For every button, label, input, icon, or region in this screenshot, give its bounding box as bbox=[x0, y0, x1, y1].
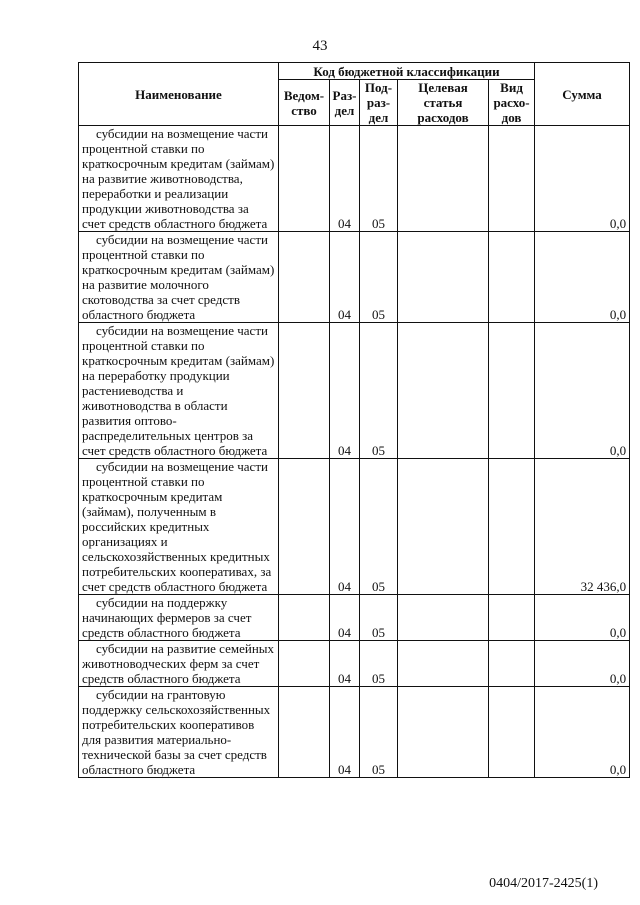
table-row bbox=[79, 641, 630, 687]
cell-celevaya-statya bbox=[398, 126, 489, 232]
cell-name bbox=[79, 232, 279, 323]
table-row bbox=[79, 687, 630, 778]
table-row bbox=[79, 323, 630, 459]
header-celevaya-statya: Целевая статья расходов bbox=[398, 80, 489, 126]
cell-podrazdel: 05 bbox=[360, 126, 398, 232]
table-row bbox=[79, 126, 630, 232]
row-name-text: субсидии на развитие семейных животноводческих ферм за счет средств областного бюджета bbox=[82, 641, 275, 686]
cell-vid-rashodov bbox=[489, 323, 535, 459]
cell-podrazdel: 05 bbox=[360, 232, 398, 323]
table-row bbox=[79, 595, 630, 641]
row-name-text: субсидии на грантовую поддержку сельскохозяйственных потребительских кооперативов для развития материально-технической базы за счет средств областного бюджета bbox=[82, 687, 271, 777]
cell-sum: 0,0 bbox=[535, 232, 630, 323]
cell-razdel: 04 bbox=[330, 641, 360, 687]
cell-podrazdel: 05 bbox=[360, 641, 398, 687]
budget-table bbox=[78, 62, 630, 778]
cell-vid-rashodov bbox=[489, 232, 535, 323]
cell-vid-rashodov bbox=[489, 641, 535, 687]
cell-name bbox=[79, 126, 279, 232]
header-classification-group: Код бюджетной классификации bbox=[279, 63, 535, 80]
header-podrazdel: Под-раз-дел bbox=[360, 80, 398, 126]
header-sum: Сумма bbox=[535, 63, 630, 126]
cell-vid-rashodov bbox=[489, 459, 535, 595]
cell-vid-rashodov bbox=[489, 687, 535, 778]
cell-razdel: 04 bbox=[330, 595, 360, 641]
table-row bbox=[79, 232, 630, 323]
page-number: 43 bbox=[312, 38, 328, 54]
cell-celevaya-statya bbox=[398, 641, 489, 687]
cell-name bbox=[79, 595, 279, 641]
cell-podrazdel: 05 bbox=[360, 595, 398, 641]
cell-name bbox=[79, 641, 279, 687]
cell-razdel: 04 bbox=[330, 126, 360, 232]
cell-celevaya-statya bbox=[398, 232, 489, 323]
cell-celevaya-statya bbox=[398, 459, 489, 595]
cell-vedomstvo bbox=[279, 232, 330, 323]
cell-razdel: 04 bbox=[330, 323, 360, 459]
row-name-text: субсидии на возмещение части процентной ставки по краткосрочным кредитам (займам) на переработку продукции растениеводства и животноводства в области развития оптово-распределительных центров за счет средств областного бюджета bbox=[82, 323, 275, 458]
cell-podrazdel: 05 bbox=[360, 459, 398, 595]
row-name-text: субсидии на поддержку начинающих фермеров за счет средств областного бюджета bbox=[82, 595, 252, 640]
header-razdel: Раз-дел bbox=[330, 80, 360, 126]
cell-sum: 0,0 bbox=[535, 126, 630, 232]
cell-vedomstvo bbox=[279, 687, 330, 778]
row-name-text: субсидии на возмещение части процентной ставки по краткосрочным кредитам (займам) на развитие молочного скотоводства за счет средств областного бюджета bbox=[82, 232, 275, 322]
cell-sum: 0,0 bbox=[535, 323, 630, 459]
table-body bbox=[79, 126, 630, 778]
cell-celevaya-statya bbox=[398, 595, 489, 641]
cell-sum: 0,0 bbox=[535, 595, 630, 641]
cell-vid-rashodov bbox=[489, 595, 535, 641]
document-code: 0404/2017-2425(1) bbox=[489, 876, 598, 891]
cell-sum: 32 436,0 bbox=[535, 459, 630, 595]
cell-razdel: 04 bbox=[330, 232, 360, 323]
cell-vedomstvo bbox=[279, 459, 330, 595]
header-name: Наименование bbox=[79, 63, 279, 126]
table-row bbox=[79, 459, 630, 595]
cell-podrazdel: 05 bbox=[360, 323, 398, 459]
cell-vid-rashodov bbox=[489, 126, 535, 232]
cell-vedomstvo bbox=[279, 126, 330, 232]
cell-sum: 0,0 bbox=[535, 687, 630, 778]
cell-vedomstvo bbox=[279, 595, 330, 641]
cell-podrazdel: 05 bbox=[360, 687, 398, 778]
cell-vedomstvo bbox=[279, 323, 330, 459]
cell-name bbox=[79, 687, 279, 778]
row-name-text: субсидии на возмещение части процентной ставки по краткосрочным кредитам (займам), полученным в российских кредитных организациях и сельскохозяйственных кредитных потребительских кооперативах, за счет средств областного бюджета bbox=[82, 459, 272, 594]
header-vid-rashodov: Вид расхо-дов bbox=[489, 80, 535, 126]
header-vedomstvo: Ведом-ство bbox=[279, 80, 330, 126]
cell-name bbox=[79, 323, 279, 459]
cell-razdel: 04 bbox=[330, 459, 360, 595]
cell-name bbox=[79, 459, 279, 595]
cell-razdel: 04 bbox=[330, 687, 360, 778]
cell-sum: 0,0 bbox=[535, 641, 630, 687]
row-name-text: субсидии на возмещение части процентной ставки по краткосрочным кредитам (займам) на развитие животноводства, переработки и реализации продукции животноводства за счет средств областного бюджета bbox=[82, 126, 275, 231]
table-header bbox=[79, 63, 630, 126]
cell-vedomstvo bbox=[279, 641, 330, 687]
cell-celevaya-statya bbox=[398, 323, 489, 459]
cell-celevaya-statya bbox=[398, 687, 489, 778]
